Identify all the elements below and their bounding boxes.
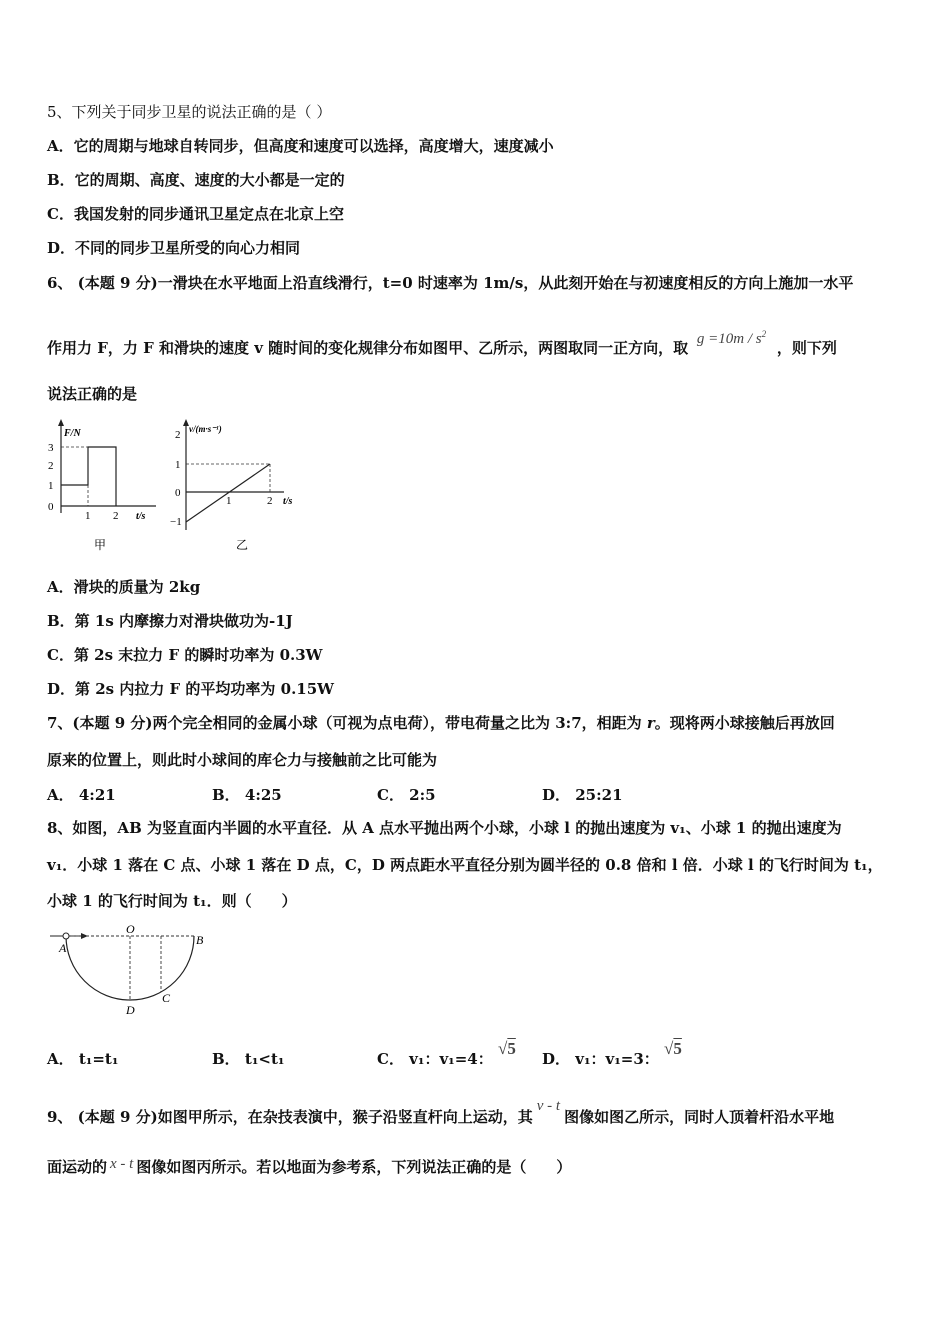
q5-option-b: B．它的周期、高度、速度的大小都是一定的 bbox=[47, 171, 345, 189]
q9-stem-line2 bbox=[47, 1157, 571, 1178]
q6-stem-line2-tail: ，则下列 bbox=[776, 339, 837, 357]
q6-stem-line1: 6、 (本题 9 分)一滑块在水平地面上沿直线滑行，t=0 时速率为 1m/s，从此刻开始在与初速度相反的方向上施加一水平 bbox=[47, 274, 854, 292]
q7-stem-line2: 原来的位置上，则此时小球间的库仑力与接触前之比可能为 bbox=[47, 751, 438, 769]
q7-distance-symbol: r bbox=[646, 714, 655, 732]
q6-option-a: A．滑块的质量为 2kg bbox=[47, 578, 201, 596]
force-ytick-2: 2 bbox=[48, 460, 54, 472]
q7-stem-line1-text: 7、(本题 9 分)两个完全相同的金属小球（可视为点电荷），带电荷量之比为 3:7，相距为 bbox=[47, 714, 647, 732]
point-o-label: O bbox=[126, 922, 135, 936]
q7-option-a: A． 4:21 bbox=[47, 786, 116, 804]
q6-option-c: C．第 2s 末拉力 F 的瞬时功率为 0.3W bbox=[47, 646, 323, 664]
q9-stem-line1 bbox=[47, 1098, 835, 1128]
xt-graph-symbol: x - t bbox=[110, 1156, 134, 1172]
point-c-label: C bbox=[162, 991, 171, 1005]
velocity-caption: 乙 bbox=[236, 538, 249, 552]
force-caption: 甲 bbox=[94, 538, 107, 552]
q7-stem-line1 bbox=[47, 713, 835, 733]
velocity-ytick-0: 0 bbox=[175, 487, 181, 499]
force-ytick-1: 1 bbox=[48, 480, 54, 492]
velocity-xtick-1: 1 bbox=[226, 495, 232, 507]
velocity-ytick-1: 1 bbox=[175, 459, 181, 471]
force-xlabel: t/s bbox=[136, 511, 146, 522]
q7-option-b: B． 4:25 bbox=[212, 786, 282, 804]
q8-stem-line3: 小球 1 的飞行时间为 t₁．则（ ） bbox=[47, 892, 297, 910]
q9-stem-line2-text: 面运动的 bbox=[47, 1158, 108, 1176]
q6-option-b: B．第 1s 内摩擦力对滑块做功为-1J bbox=[47, 612, 293, 630]
velocity-time-graph bbox=[166, 418, 316, 558]
q8-option-d bbox=[542, 1039, 682, 1069]
point-a-label: A bbox=[59, 941, 67, 955]
q6-stem-line3: 说法正确的是 bbox=[47, 385, 138, 403]
velocity-xtick-2: 2 bbox=[267, 495, 273, 507]
velocity-ylabel: v/(m·s⁻¹) bbox=[189, 424, 222, 434]
q5-option-c: C．我国发射的同步通讯卫星定点在北京上空 bbox=[47, 205, 344, 223]
gravity-formula bbox=[697, 331, 766, 347]
q8-option-a: A． t₁=t₁ bbox=[47, 1050, 119, 1068]
point-b-label: B bbox=[196, 933, 204, 947]
q5-option-d: D．不同的同步卫星所受的向心力相同 bbox=[47, 239, 301, 257]
force-ylabel: F/N bbox=[64, 428, 81, 439]
q8-option-c bbox=[377, 1039, 516, 1069]
q7-option-d: D． 25:21 bbox=[542, 786, 623, 804]
gravity-formula-text: g =10m / s bbox=[696, 331, 762, 347]
q7-option-c: C． 2:5 bbox=[377, 786, 436, 804]
q8-stem-line2: v₁．小球 1 落在 C 点、小球 1 落在 D 点，C，D 两点距水平直径分别为圆半径的 0.8 倍和 l 倍．小球 l 的飞行时间为 t₁， bbox=[47, 856, 883, 874]
force-xtick-2: 2 bbox=[113, 510, 119, 522]
velocity-ytick-2: 2 bbox=[175, 429, 181, 441]
force-ytick-0: 0 bbox=[48, 501, 54, 513]
sqrt-five-d: √5 bbox=[664, 1039, 682, 1058]
force-xtick-1: 1 bbox=[85, 510, 91, 522]
vt-graph-symbol: v - t bbox=[536, 1098, 561, 1114]
q8-option-c-text: C． v₁：v₁=4： bbox=[377, 1050, 493, 1068]
force-time-graph bbox=[44, 418, 164, 558]
q9-stem-line1-text: 9、 (本题 9 分)如图甲所示，在杂技表演中，猴子沿竖直杆向上运动，其 bbox=[47, 1108, 533, 1126]
q9-stem-line1-tail: 图像如图乙所示，同时人顶着杆沿水平地 bbox=[564, 1108, 835, 1126]
velocity-ytick-neg1: −1 bbox=[170, 516, 182, 528]
velocity-xlabel: t/s bbox=[283, 496, 293, 507]
q7-stem-line1-tail: 。现将两小球接触后再放回 bbox=[654, 714, 835, 732]
sqrt-five-c-value: 5 bbox=[507, 1039, 516, 1058]
q5-stem: 5、下列关于同步卫星的说法正确的是（ ） bbox=[47, 103, 332, 121]
q8-option-b: B． t₁<t₁ bbox=[212, 1050, 285, 1068]
q6-stem-line2 bbox=[47, 329, 837, 359]
gravity-formula-exp: 2 bbox=[761, 329, 767, 339]
q5-option-a: A．它的周期与地球自转同步，但高度和速度可以选择，高度增大，速度减小 bbox=[47, 137, 554, 155]
q8-option-d-text: D． v₁：v₁=3： bbox=[542, 1050, 659, 1068]
force-ytick-3: 3 bbox=[48, 442, 54, 454]
q6-option-d: D．第 2s 内拉力 F 的平均功率为 0.15W bbox=[47, 680, 335, 698]
q9-stem-line2-tail: 图像如图丙所示。若以地面为参考系，下列说法正确的是（ ） bbox=[136, 1158, 572, 1176]
point-d-label: D bbox=[126, 1003, 135, 1017]
sqrt-five-d-value: 5 bbox=[673, 1039, 682, 1058]
sqrt-five-c: √5 bbox=[497, 1039, 516, 1058]
q6-stem-line2-text: 作用力 F，力 F 和滑块的速度 v 随时间的变化规律分布如图甲、乙所示，两图取同一正方向，取 bbox=[47, 339, 689, 357]
semicircle-figure bbox=[44, 922, 224, 1022]
q8-stem-line1: 8、如图，AB 为竖直面内半圆的水平直径．从 A 点水平抛出两个小球，小球 l 的抛出速度为 v₁、小球 1 的抛出速度为 bbox=[47, 819, 842, 837]
